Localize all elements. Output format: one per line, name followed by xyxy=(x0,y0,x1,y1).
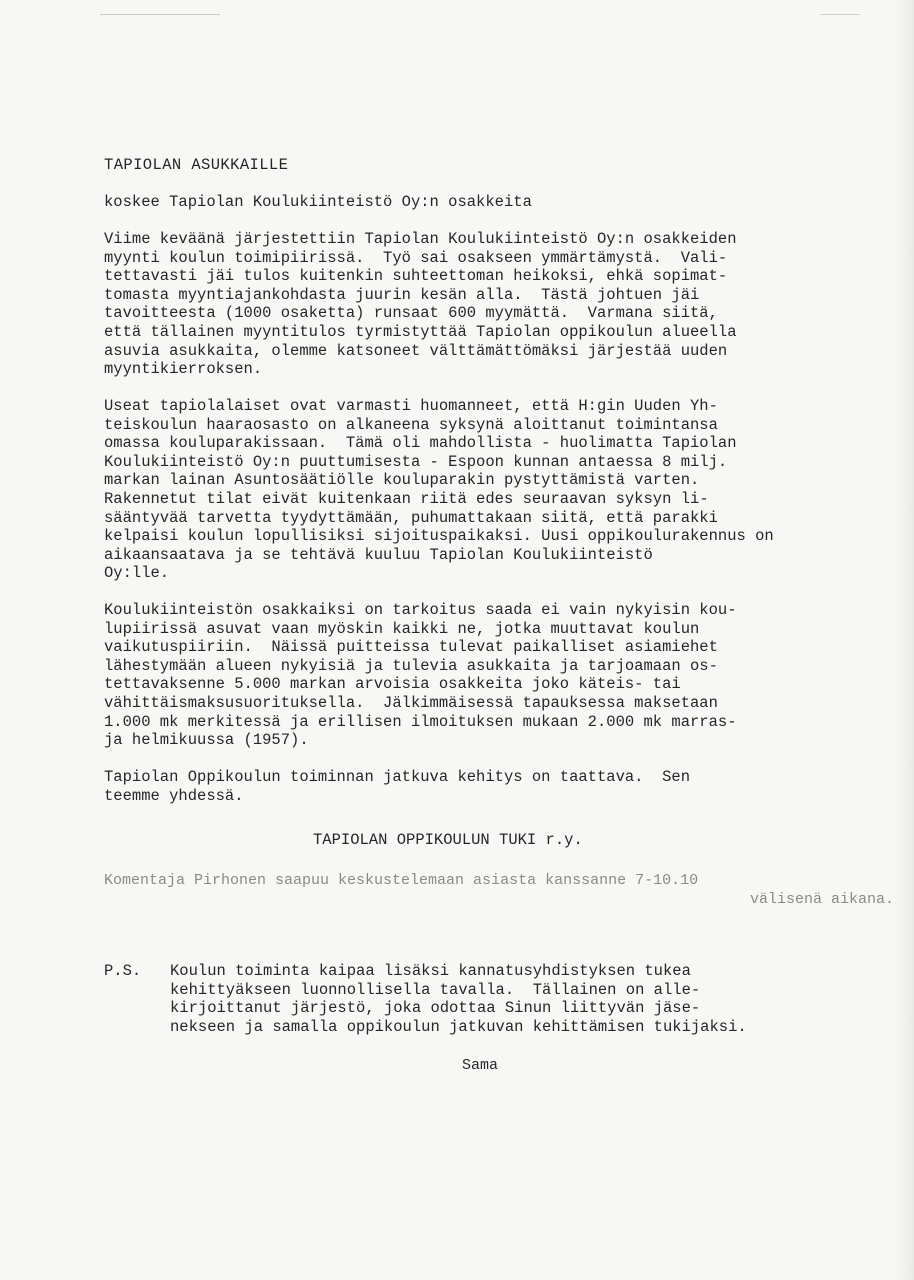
ps-line: nekseen ja samalla oppikoulun jatkuvan kehittämisen tukijaksi. xyxy=(170,1017,747,1036)
text-line: Useat tapiolalaiset ovat varmasti huomanneet, että H:gin Uuden Yh- xyxy=(104,397,718,415)
ps-line: kehittyäkseen luonnollisella tavalla. Tällainen on alle- xyxy=(170,980,701,999)
text-line: tettavasti jäi tulos kuitenkin suhteettoman heikoksi, ehkä sopimat- xyxy=(104,267,728,286)
visit-note xyxy=(104,872,894,909)
text-line: myyntikierroksen. xyxy=(104,360,263,379)
text-line: tomasta myyntiajankohdasta juurin kesän alla. Tästä johtuen jäi xyxy=(104,285,700,304)
paper-mark xyxy=(100,14,220,15)
text-line: lähestymään alueen nykyisiä ja tulevia asukkaita ja tarjoamaan os- xyxy=(104,656,718,675)
note-line: Komentaja Pirhonen saapuu keskustelemaan asiasta kanssanne 7-10.10 xyxy=(104,872,699,889)
text-line: vaikutuspiiriin. Näissä puitteissa tulevat paikalliset asiamiehet xyxy=(104,638,718,657)
text-line: tettavaksenne 5.000 markan arvoisia osakkeita joko käteis- tai xyxy=(104,675,681,694)
text-line: Viime keväänä järjestettiin Tapiolan Koulukiinteistö Oy:n osakkeiden xyxy=(104,230,737,248)
ps-line: Koulun toiminta kaipaa lisäksi kannatusyhdistyksen tukea xyxy=(170,962,691,980)
letter-subheading: koskee Tapiolan Koulukiinteistö Oy:n osakkeita xyxy=(104,193,532,211)
paper-edge-shadow xyxy=(896,0,914,1280)
text-line: Tapiolan Oppikoulun toiminnan jatkuva kehitys on taattava. Sen xyxy=(104,768,690,786)
paragraph-1 xyxy=(104,230,884,379)
text-line: sääntyvää tarvetta tyydyttämään, puhumattakaan siitä, että parakki xyxy=(104,508,718,527)
text-line: Koulukiinteistö Oy:n puuttumisesta - Espoon kunnan antaessa 8 milj. xyxy=(104,452,728,471)
organization-signature: TAPIOLAN OPPIKOULUN TUKI r.y. xyxy=(313,831,583,849)
paragraph-3 xyxy=(104,601,884,750)
text-line: kelpaisi koulun lopullisiksi sijoituspaikaksi. Uusi oppikoulurakennus on aikaansaatava ja se tehtävä kuuluu Tapiolan Koulukiinteistö xyxy=(104,527,774,564)
text-line: omassa kouluparakissaan. Tämä oli mahdollista - huolimatta Tapiolan xyxy=(104,434,737,453)
paper-mark xyxy=(820,14,860,15)
postscript xyxy=(170,962,890,1036)
text-line: ja helmikuussa (1957). xyxy=(104,731,309,750)
note-line: välisenä aikana. xyxy=(749,890,894,908)
ps-signoff: Sama xyxy=(462,1057,499,1074)
text-line: myynti koulun toimipiirissä. Työ sai osakseen ymmärtämystä. Vali- xyxy=(104,248,728,267)
ps-label: P.S. xyxy=(104,962,142,980)
text-line: Oy:lle. xyxy=(104,564,170,583)
text-line: asuvia asukkaita, olemme katsoneet välttämättömäksi järjestää uuden xyxy=(104,341,728,360)
paragraph-4 xyxy=(104,768,884,805)
text-line: Rakennetut tilat eivät kuitenkaan riitä edes seuraavan syksyn li- xyxy=(104,489,709,508)
paragraph-2 xyxy=(104,397,884,583)
text-line: että tällainen myyntitulos tyrmistyttää Tapiolan oppikoulun alueella xyxy=(104,322,737,341)
text-line: teiskoulun haaraosasto on alkaneena syksynä aloittanut toimintansa xyxy=(104,415,718,434)
text-line: teemme yhdessä. xyxy=(104,786,244,805)
ps-line: kirjoittanut järjestö, joka odottaa Sinun liittyvän jäse- xyxy=(170,999,701,1018)
text-line: 1.000 mk merkitessä ja erillisen ilmoituksen mukaan 2.000 mk marras- xyxy=(104,712,737,731)
text-line: vähittäismaksusuorituksella. Jälkimmäisessä tapauksessa maksetaan xyxy=(104,693,718,712)
text-line: tavoitteesta (1000 osaketta) runsaat 600 myymättä. Varmana siitä, xyxy=(104,304,718,323)
text-line: Koulukiinteistön osakkaiksi on tarkoitus saada ei vain nykyisin kou- xyxy=(104,601,737,619)
letter-heading: TAPIOLAN ASUKKAILLE xyxy=(104,156,289,174)
text-line: markan lainan Asuntosäätiölle kouluparakin pystyttämistä varten. xyxy=(104,471,700,490)
text-line: lupiirissä asuvat vaan myöskin kaikki ne, jotka muuttavat koulun xyxy=(104,619,700,638)
